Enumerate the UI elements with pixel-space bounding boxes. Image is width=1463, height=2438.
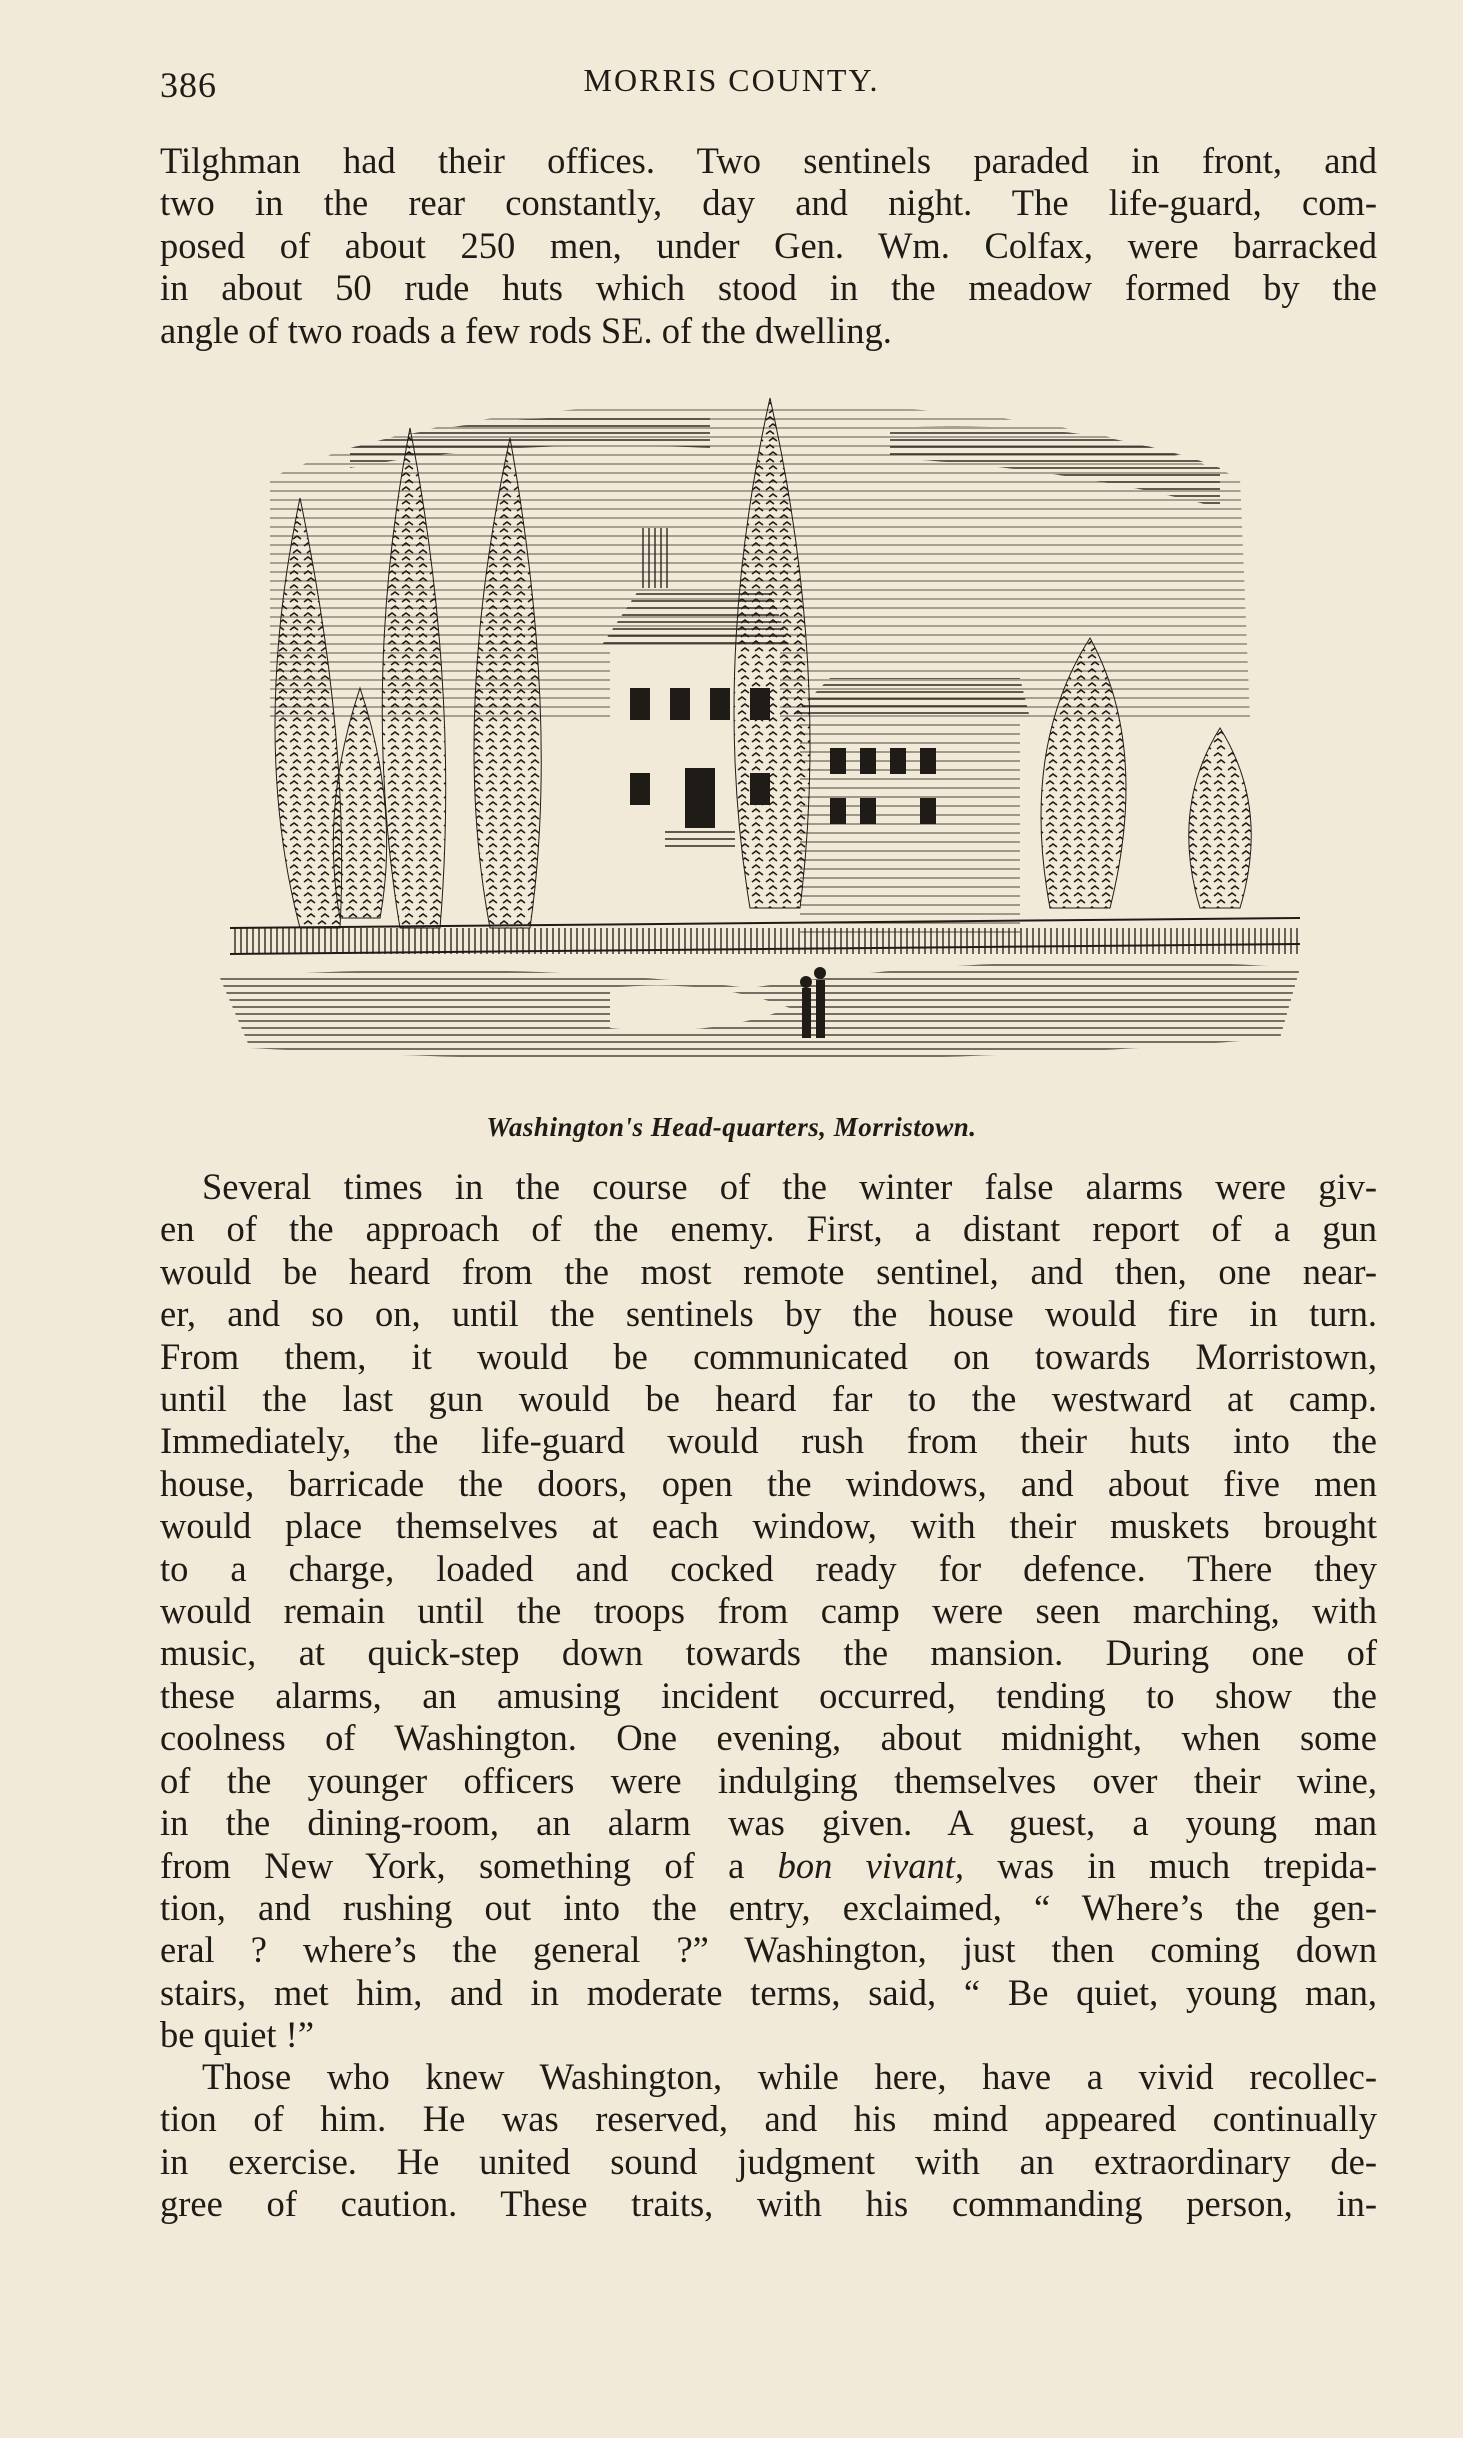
paragraph-alarms: [160, 1166, 1377, 2057]
paragraph-character: [160, 2056, 1377, 2226]
text-line: be quiet !”: [160, 2014, 315, 2056]
text-line: these alarms, an amusing incident occurred, tending to show the: [160, 1674, 1377, 1716]
text-line: tion of him. He was reserved, and his mind appeared continually: [160, 2098, 1377, 2140]
text-line: would remain until the troops from camp were seen marching, with: [160, 1590, 1377, 1632]
text-line: Tilghman had their offices. Two sentinels paraded in front, and: [160, 140, 1377, 181]
text-line: gree of caution. These traits, with his commanding person, in-: [160, 2183, 1377, 2225]
text-line: music, at quick-step down towards the mansion. During one of: [160, 1632, 1377, 1674]
text-line: [160, 1845, 1377, 1887]
text-line: in about 50 rude huts which stood in the meadow formed by the: [160, 267, 1377, 309]
text-line: en of the approach of the enemy. First, a distant report of a gun: [160, 1208, 1377, 1250]
text-line: would place themselves at each window, with their muskets brought: [160, 1505, 1377, 1547]
page-number: 386: [160, 65, 217, 105]
text-line: until the last gun would be heard far to the westward at camp.: [160, 1378, 1377, 1420]
text-line: coolness of Washington. One evening, about midnight, when some: [160, 1717, 1377, 1759]
text-line: posed of about 250 men, under Gen. Wm. Colfax, were barracked: [160, 224, 1377, 266]
text-line: in the dining-room, an alarm was given. A guest, a young man: [160, 1802, 1377, 1844]
text-line: Immediately, the life-guard would rush from their huts into the: [160, 1420, 1377, 1462]
text-run: from New York, something of a: [160, 1844, 778, 1886]
engraving-washington-headquarters: [190, 388, 1340, 1078]
running-head: MORRIS COUNTY.: [583, 62, 880, 98]
text-line: of the younger officers were indulging themselves over their wine,: [160, 1759, 1377, 1801]
text-line: tion, and rushing out into the entry, exclaimed, “ Where’s the gen-: [160, 1886, 1377, 1928]
text-line: angle of two roads a few rods SE. of the dwelling.: [160, 309, 892, 351]
text-line: in exercise. He united sound judgment with an extraordinary de-: [160, 2140, 1377, 2182]
text-line: Those who knew Washington, while here, have a vivid recollec-: [202, 2056, 1377, 2097]
text-run: was in much trepida-: [963, 1844, 1377, 1886]
text-line: two in the rear constantly, day and night. The life-guard, com-: [160, 182, 1377, 224]
text-line: er, and so on, until the sentinels by the house would fire in turn.: [160, 1293, 1377, 1335]
top-paragraph: [160, 140, 1377, 352]
figure-caption: Washington's Head-quarters, Morristown.: [486, 1112, 977, 1142]
text-line: eral ? where’s the general ?” Washington, just then coming down: [160, 1929, 1377, 1971]
text-line: house, barricade the doors, open the windows, and about five men: [160, 1462, 1377, 1504]
text-line: Several times in the course of the winter false alarms were giv-: [202, 1166, 1377, 1207]
text-line: stairs, met him, and in moderate terms, said, “ Be quiet, young man,: [160, 1971, 1377, 2013]
italic-phrase: bon vivant,: [777, 1844, 964, 1886]
text-line: would be heard from the most remote sentinel, and then, one near-: [160, 1250, 1377, 1292]
text-line: to a charge, loaded and cocked ready for defence. There they: [160, 1547, 1377, 1589]
text-line: From them, it would be communicated on towards Morristown,: [160, 1335, 1377, 1377]
